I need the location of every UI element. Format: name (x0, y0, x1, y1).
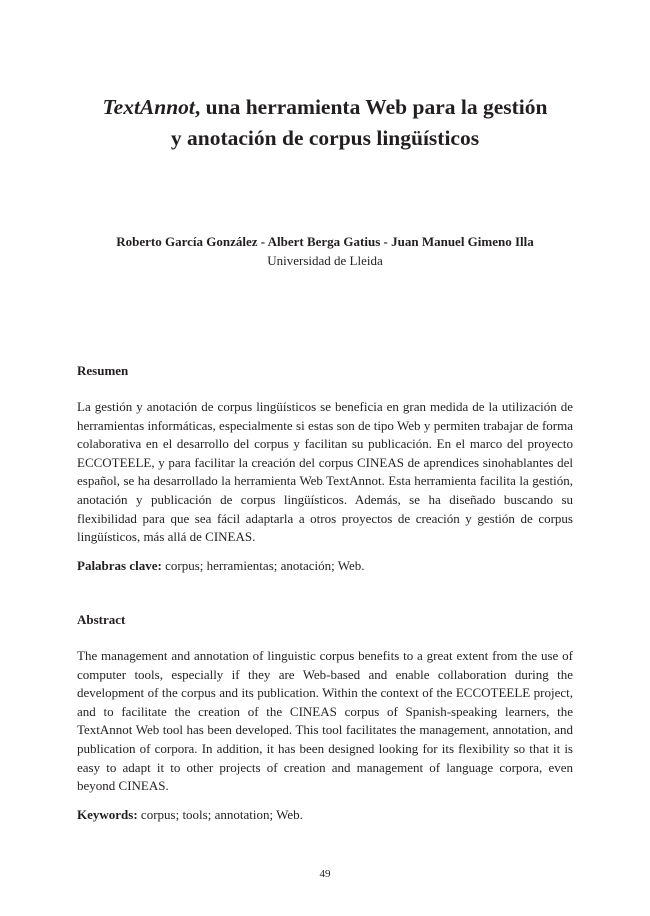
title-line2: y anotación de corpus lingüísticos (170, 126, 480, 150)
keywords-label: Keywords: (77, 807, 138, 822)
palabras-clave-value: corpus; herramientas; anotación; Web. (161, 558, 365, 573)
keywords (77, 806, 573, 824)
resumen-body: La gestión y anotación de corpus lingüísticos se beneficia en gran medida de la utilización de herramientas informáticas, especialmente si estas son de tipo Web y permiten trabajar de forma colaborativa en el desarrollo del corpus y facilitan su publicación. En el marco del proyecto ECCOTEELE, y para facilitar la creación del corpus CINEAS de aprendices sinohablantes del español, se ha desarrollado la herramienta Web TextAnnot. Esta herramienta facilita la gestión, anotación y publicación de corpus lingüísticos. Además, se ha diseñado buscando su flexibilidad para que sea fácil adaptarla a otros proyectos de creación y gestión de corpus lingüísticos, más allá de CINEAS. (77, 399, 573, 545)
abstract-heading: Abstract (77, 612, 126, 627)
palabras-clave-label: Palabras clave: (77, 558, 162, 573)
authors: Roberto García González - Albert Berga Gatius - Juan Manuel Gimeno Illa (116, 234, 534, 249)
affiliation: Universidad de Lleida (267, 253, 383, 268)
abstract-body: The management and annotation of linguistic corpus benefits to a great extent from the use of computer tools, especially if they are Web-based and enable collaboration during the development of the corpus and its publication. Within the context of the ECCOTEELE project, and to facilitate the creation of the CINEAS corpus of Spanish-speaking learners, the TextAnnot Web tool has been developed. This tool facilitates the management, annotation, and publication of corpora. In addition, it has been designed looking for its flexibility so that it is easy to adapt it to other projects of creation and management of language corpora, even beyond CINEAS. (77, 648, 573, 794)
paper-title (60, 92, 590, 154)
title-line1-rest: , una herramienta Web para la gestión (194, 95, 548, 119)
keywords-value: corpus; tools; annotation; Web. (137, 807, 303, 822)
resumen-heading: Resumen (77, 363, 129, 378)
title-italic-part: TextAnnot (102, 95, 195, 119)
page-number: 49 (319, 868, 331, 880)
palabras-clave (77, 557, 573, 575)
